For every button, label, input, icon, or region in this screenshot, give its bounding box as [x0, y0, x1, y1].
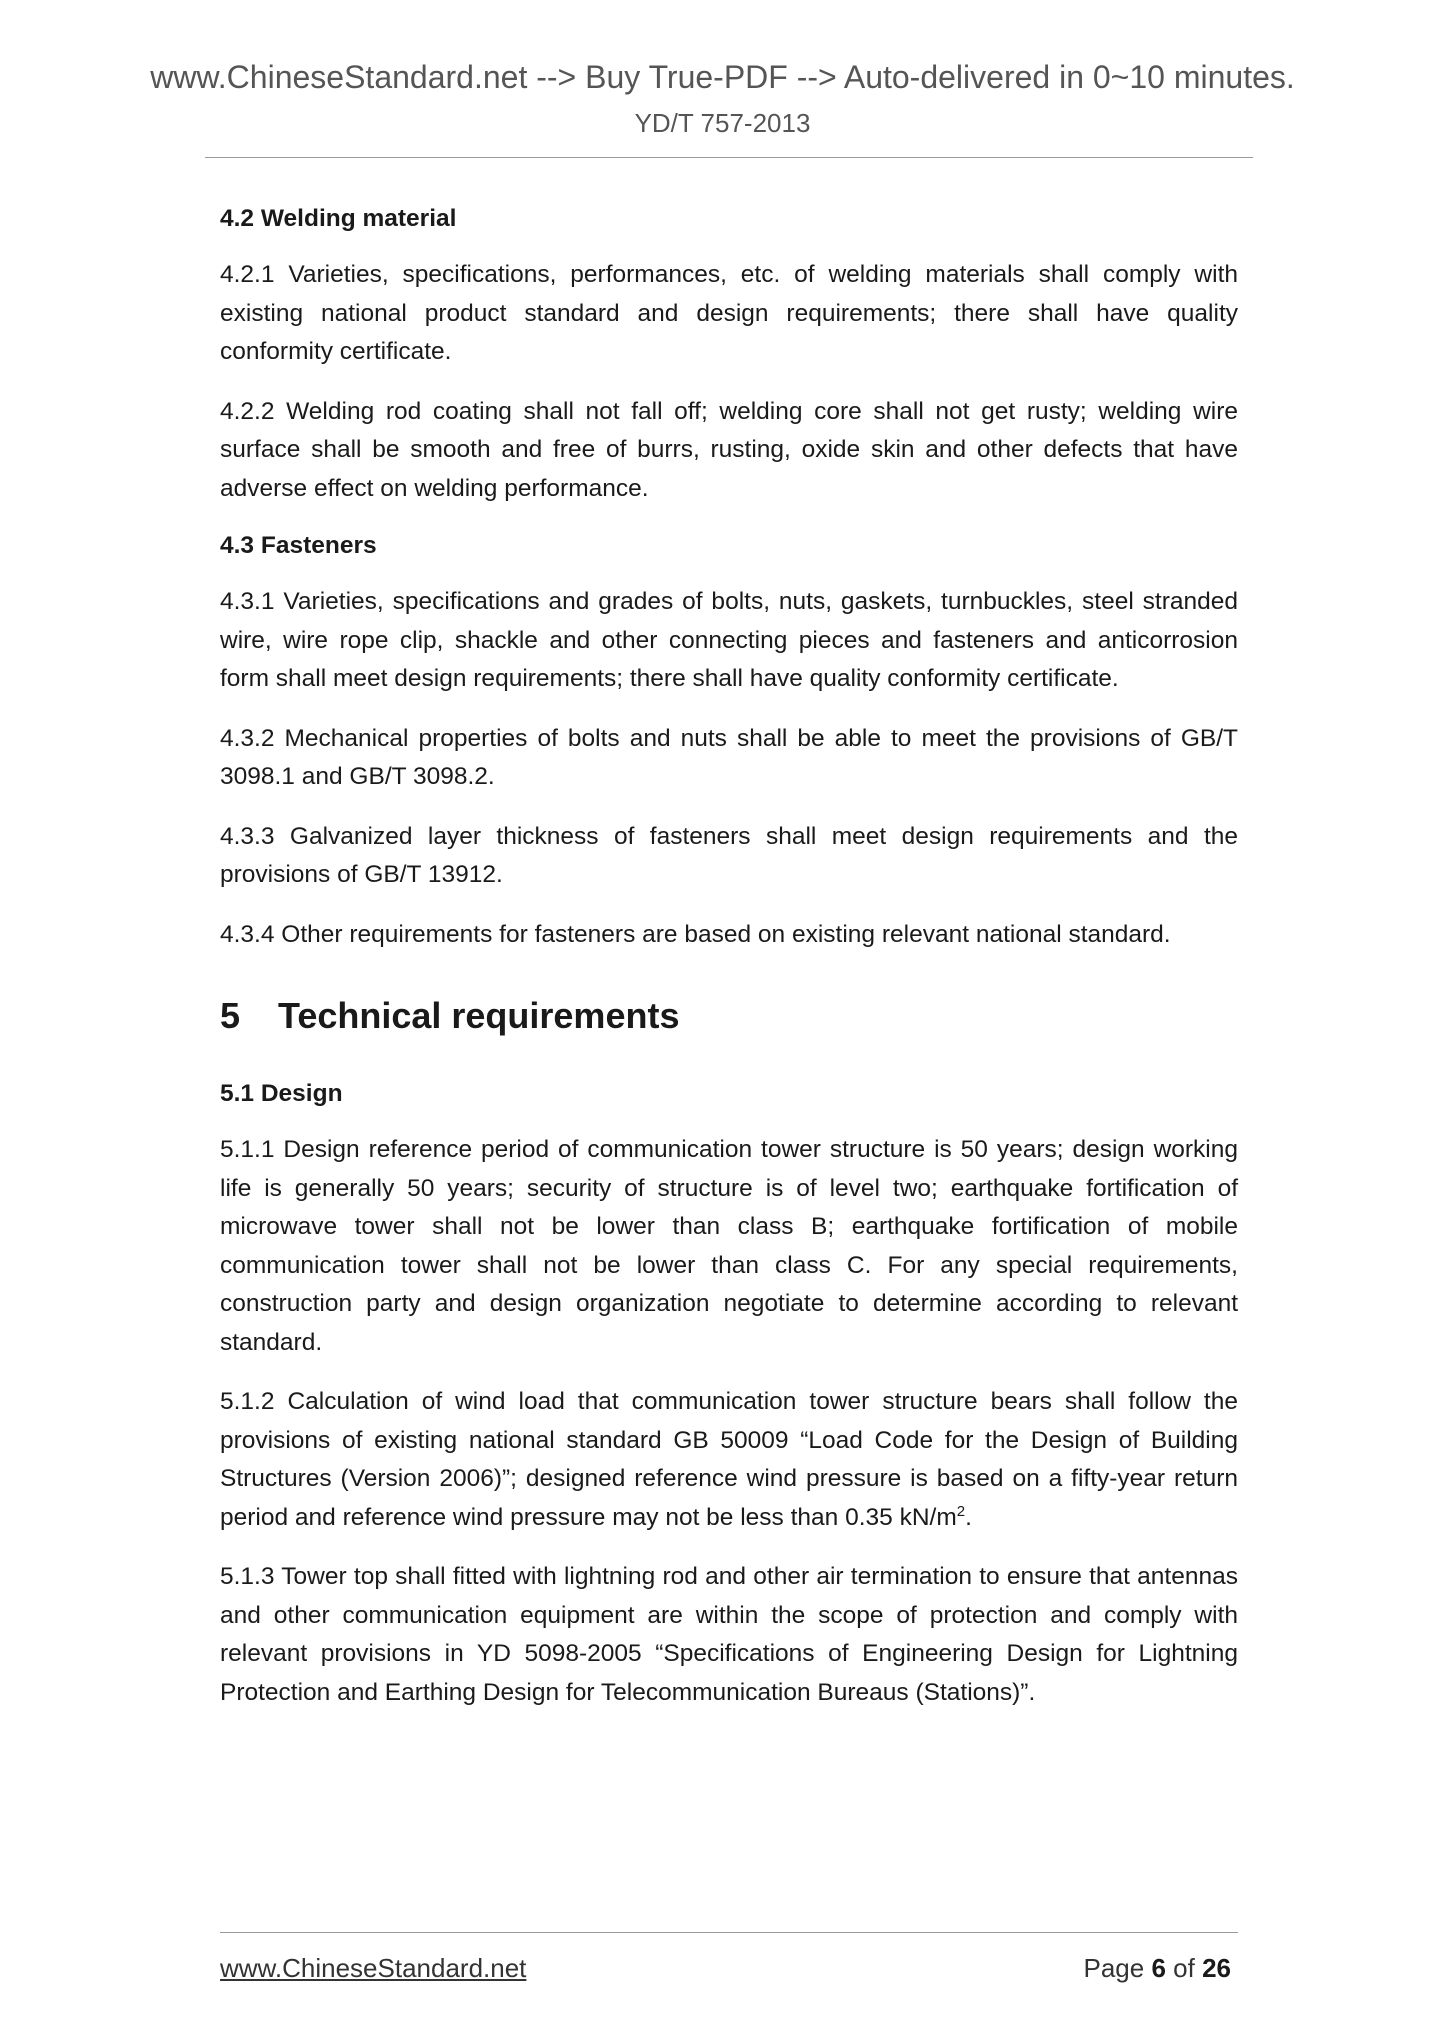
- paragraph-4-2-2: 4.2.2 Welding rod coating shall not fall off; welding core shall not get rusty; welding wire surface shall be smooth and free of burrs, rusting, oxide skin and other defects that have adverse effect on welding performance.: [220, 397, 1238, 502]
- header-divider: [205, 157, 1253, 158]
- document-id: YD/T 757-2013: [634, 108, 811, 138]
- heading-5-title: Technical requirements: [278, 995, 680, 1037]
- heading-4-2: 4.2 Welding material: [220, 205, 457, 232]
- heading-5-number: 5: [220, 995, 241, 1037]
- page-current: 6: [1151, 1953, 1166, 1983]
- paragraph-5-1-2-text: 5.1.2 Calculation of wind load that communication tower structure bears shall follow the provisions of existing national standard GB 50009 “Load Code for the Design of Building Structures (Version 2006)”; designed reference wind pressure is based on a fifty-year return period and reference wind pressure may not be less than 0.35 kN/m: [220, 1388, 1238, 1531]
- page-total: 26: [1202, 1953, 1231, 1983]
- footer-website-link[interactable]: www.ChineseStandard.net: [220, 1953, 527, 1983]
- paragraph-4-2-1: 4.2.1 Varieties, specifications, performances, etc. of welding materials shall comply with existing national product standard and design requirements; there shall have quality conformity certificate.: [220, 261, 1238, 366]
- paragraph-5-1-2: [220, 1383, 1238, 1537]
- page-content: [220, 202, 1238, 1712]
- paragraph-5-1-1: 5.1.1 Design reference period of communication tower structure is 50 years; design working life is generally 50 years; security of structure is of level two; earthquake fortification of microwave tower shall not be lower than class B; earthquake fortification of mobile communication tower shall not be lower than class C. For any special requirements, construction party and design organization negotiate to determine according to relevant standard.: [220, 1136, 1238, 1356]
- paragraph-4-3-2: 4.3.2 Mechanical properties of bolts and nuts shall be able to meet the provisions of GB/T 3098.1 and GB/T 3098.2.: [220, 724, 1238, 791]
- footer-divider: [220, 1932, 1238, 1933]
- header-banner: www.ChineseStandard.net --> Buy True-PDF --> Auto-delivered in 0~10 minutes.: [150, 59, 1295, 95]
- heading-5: [220, 994, 1238, 1037]
- paragraph-5-1-3: 5.1.3 Tower top shall fitted with lightning rod and other air termination to ensure that antennas and other communication equipment are within the scope of protection and comply with relevant provisions in YD 5098-2005 “Specifications of Engineering Design for Lightning Protection and Earthing Design for Telecommunication Bureaus (Stations)”.: [220, 1563, 1238, 1706]
- paragraph-4-3-3: 4.3.3 Galvanized layer thickness of fasteners shall meet design requirements and the provisions of GB/T 13912.: [220, 822, 1238, 889]
- superscript-2: 2: [956, 1502, 966, 1520]
- paragraph-5-1-2-end: .: [965, 1503, 972, 1531]
- paragraph-4-3-4: 4.3.4 Other requirements for fasteners are based on existing relevant national standard.: [220, 920, 1171, 948]
- page-of: of: [1173, 1953, 1195, 1983]
- paragraph-4-3-1: 4.3.1 Varieties, specifications and grades of bolts, nuts, gaskets, turnbuckles, steel stranded wire, wire rope clip, shackle and other connecting pieces and fasteners and anticorrosion form shall meet design requirements; there shall have quality conformity certificate.: [220, 588, 1238, 693]
- page-number: [1083, 1953, 1231, 1984]
- heading-5-1: 5.1 Design: [220, 1080, 343, 1108]
- heading-4-3: 4.3 Fasteners: [220, 532, 377, 560]
- page-prefix: Page: [1083, 1953, 1145, 1983]
